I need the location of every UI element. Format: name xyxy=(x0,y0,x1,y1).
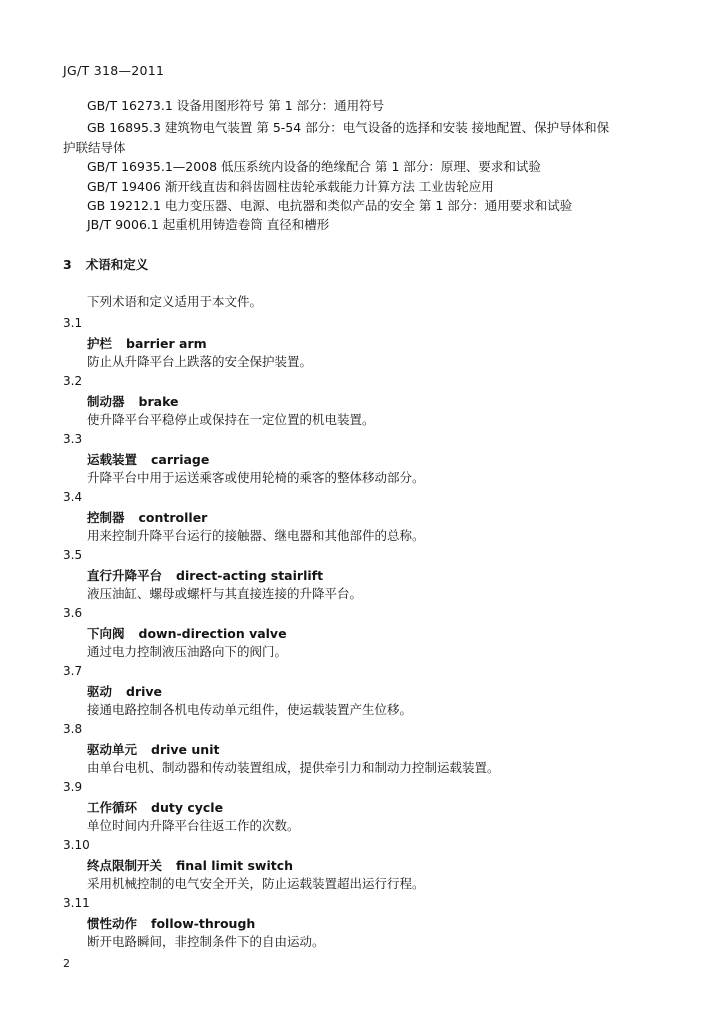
section-intro: 下列术语和定义适用于本文件。 xyxy=(87,294,263,309)
term-definition: 用来控制升降平台运行的接触器、继电器和其他部件的总称。 xyxy=(87,528,425,543)
term-definition: 升降平台中用于运送乘客或使用轮椅的乘客的整体移动部分。 xyxy=(87,470,425,485)
term-heading xyxy=(87,568,323,584)
term-definition: 接通电路控制各机电传动单元组件，使运载装置产生位移。 xyxy=(87,702,413,717)
term-definition: 防止从升降平台上跌落的安全保护装置。 xyxy=(87,354,313,369)
term-number: 3.9 xyxy=(63,780,83,794)
term-definition: 使升降平台平稳停止或保持在一定位置的机电装置。 xyxy=(87,412,375,427)
term-heading xyxy=(87,626,287,642)
term-en: drive xyxy=(126,684,163,699)
term-heading xyxy=(87,858,293,874)
term-number: 3.8 xyxy=(63,722,83,736)
reference-line: GB/T 16273.1 设备用图形符号 第 1 部分：通用符号 xyxy=(87,98,385,113)
term-zh: 下向阀 xyxy=(87,626,125,641)
term-zh: 惯性动作 xyxy=(87,916,138,931)
term-zh: 驱动 xyxy=(87,684,113,699)
term-en: drive unit xyxy=(151,742,220,757)
term-definition: 断开电路瞬间，非控制条件下的自由运动。 xyxy=(87,934,325,949)
term-zh: 驱动单元 xyxy=(87,742,138,757)
term-zh: 运载装置 xyxy=(87,452,138,467)
term-number: 3.5 xyxy=(63,548,83,562)
term-en: barrier arm xyxy=(126,336,207,351)
term-zh: 工作循环 xyxy=(87,800,138,815)
page-number: 2 xyxy=(63,957,70,970)
term-number: 3.11 xyxy=(63,896,90,910)
section-heading xyxy=(63,257,148,273)
reference-line-continuation: 护联结导体 xyxy=(63,140,126,155)
term-number: 3.4 xyxy=(63,490,83,504)
term-en: down-direction valve xyxy=(138,626,287,641)
reference-line: GB/T 19406 渐开线直齿和斜齿圆柱齿轮承载能力计算方法 工业齿轮应用 xyxy=(87,179,494,194)
term-number: 3.1 xyxy=(63,316,83,330)
term-definition: 通过电力控制液压油路向下的阀门。 xyxy=(87,644,288,659)
term-heading xyxy=(87,742,219,758)
reference-line: GB/T 16935.1—2008 低压系统内设备的绝缘配合 第 1 部分：原理、要求和试验 xyxy=(87,159,541,174)
term-number: 3.7 xyxy=(63,664,83,678)
term-number: 3.10 xyxy=(63,838,90,852)
reference-line: GB 16895.3 建筑物电气装置 第 5-54 部分：电气设备的选择和安装 接地配置、保护导体和保 xyxy=(87,120,610,135)
term-number: 3.6 xyxy=(63,606,83,620)
section-title: 术语和定义 xyxy=(85,257,149,272)
term-heading xyxy=(87,394,179,410)
term-en: brake xyxy=(138,394,179,409)
term-zh: 制动器 xyxy=(87,394,125,409)
term-zh: 直行升降平台 xyxy=(87,568,163,583)
term-en: follow-through xyxy=(151,916,256,931)
term-en: controller xyxy=(138,510,208,525)
term-heading xyxy=(87,452,209,468)
term-heading xyxy=(87,336,207,352)
term-zh: 护栏 xyxy=(87,336,113,351)
term-heading xyxy=(87,800,223,816)
standard-header: JG/T 318—2011 xyxy=(63,63,165,78)
reference-line: GB 19212.1 电力变压器、电源、电抗器和类似产品的安全 第 1 部分：通用要求和试验 xyxy=(87,198,573,213)
term-definition: 单位时间内升降平台往返工作的次数。 xyxy=(87,818,300,833)
term-en: carriage xyxy=(151,452,210,467)
term-zh: 控制器 xyxy=(87,510,125,525)
term-en: direct-acting stairlift xyxy=(176,568,324,583)
reference-line: JB/T 9006.1 起重机用铸造卷筒 直径和槽形 xyxy=(87,217,330,232)
section-number: 3 xyxy=(63,257,72,272)
term-heading xyxy=(87,510,207,526)
term-definition: 由单台电机、制动器和传动装置组成，提供牵引力和制动力控制运载装置。 xyxy=(87,760,500,775)
term-number: 3.3 xyxy=(63,432,83,446)
term-definition: 采用机械控制的电气安全开关，防止运载装置超出运行行程。 xyxy=(87,876,425,891)
term-en: final limit switch xyxy=(176,858,294,873)
term-definition: 液压油缸、螺母或螺杆与其直接连接的升降平台。 xyxy=(87,586,363,601)
term-number: 3.2 xyxy=(63,374,83,388)
term-heading xyxy=(87,684,162,700)
term-en: duty cycle xyxy=(151,800,224,815)
term-heading xyxy=(87,916,255,932)
term-zh: 终点限制开关 xyxy=(87,858,163,873)
